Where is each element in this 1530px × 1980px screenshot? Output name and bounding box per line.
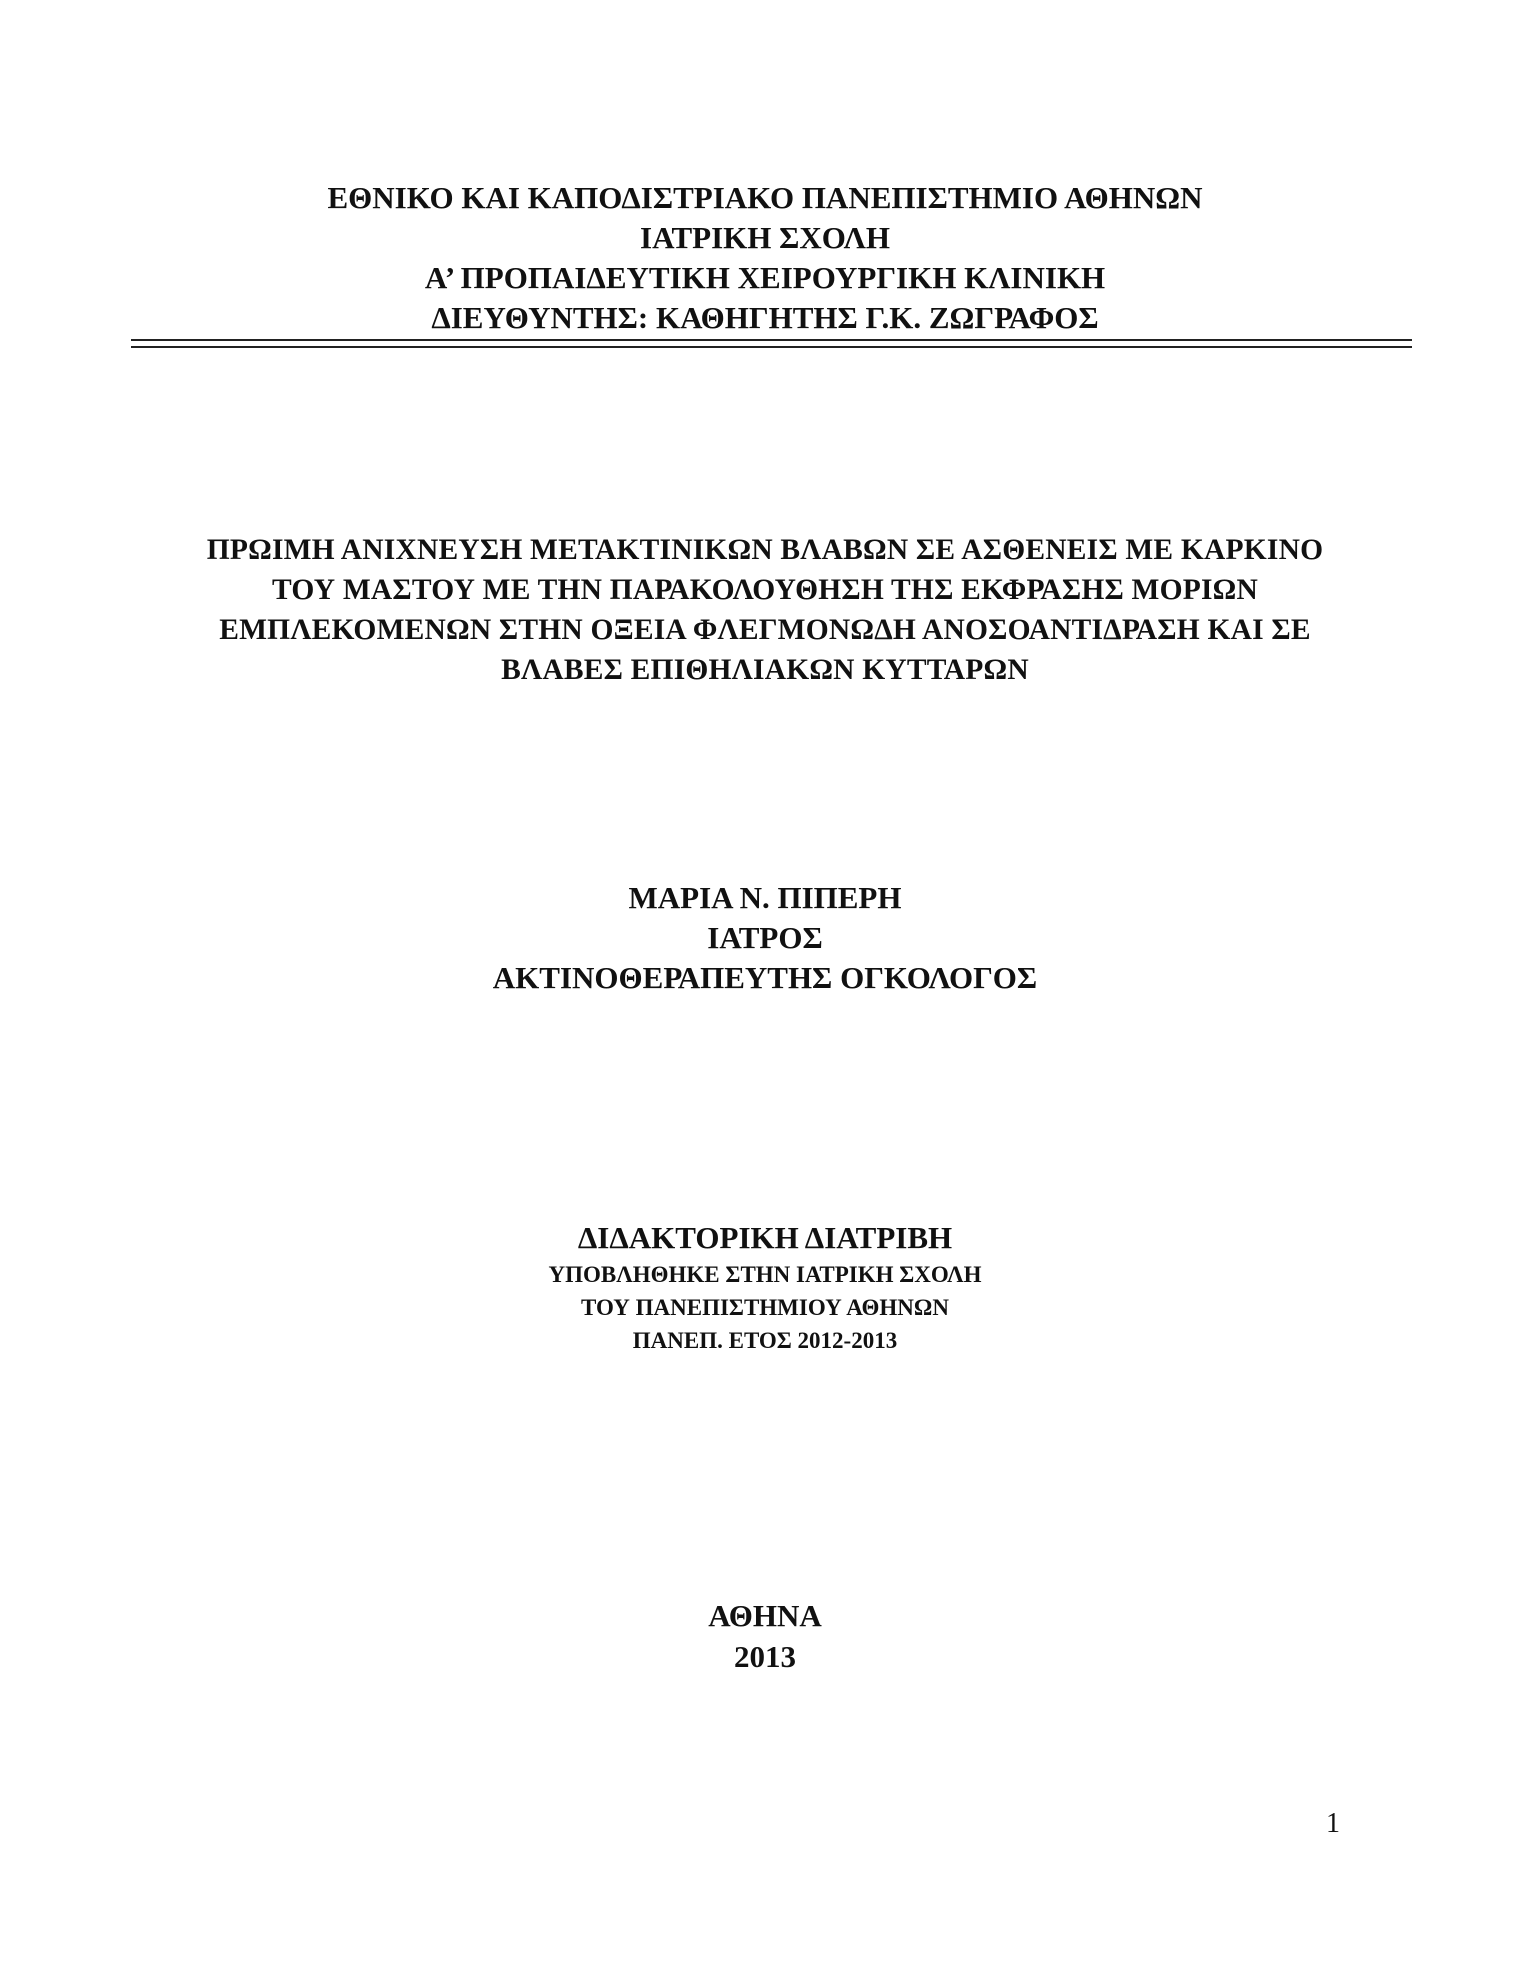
submission-line-2: ΤΟΥ ΠΑΝΕΠΙΣΤΗΜΙΟΥ ΑΘΗΝΩΝ: [581, 1295, 949, 1320]
submission-line-1: ΥΠΟΒΛΗΘΗΚΕ ΣΤΗΝ ΙΑΤΡΙΚΗ ΣΧΟΛΗ: [548, 1262, 982, 1287]
author-role: ΙΑΤΡΟΣ: [707, 920, 823, 955]
school-name: ΙΑΤΡΙΚΗ ΣΧΟΛΗ: [640, 220, 890, 255]
header-rule-top: [131, 339, 1412, 341]
university-name: ΕΘΝΙΚΟ ΚΑΙ ΚΑΠΟΔΙΣΤΡΙΑΚΟ ΠΑΝΕΠΙΣΤΗΜΙΟ ΑΘΗΝΩΝ: [327, 180, 1203, 215]
thesis-title: [0, 530, 1530, 690]
header-rule-bottom: [131, 346, 1412, 348]
page-number: 1: [1326, 1808, 1340, 1839]
year: 2013: [734, 1639, 796, 1674]
author-name: ΜΑΡΙΑ Ν. ΠΙΠΕΡΗ: [628, 880, 902, 915]
thesis-title-line: ΕΜΠΛΕΚΟΜΕΝΩΝ ΣΤΗΝ ΟΞΕΙΑ ΦΛΕΓΜΟΝΩΔΗ ΑΝΟΣΟΑΝΤΙΔΡΑΣΗ ΚΑΙ ΣΕ: [219, 614, 1311, 646]
clinic-name: Α’ ΠΡΟΠΑΙΔΕΥΤΙΚΗ ΧΕΙΡΟΥΡΓΙΚΗ ΚΛΙΝΙΚΗ: [424, 260, 1106, 295]
author-block: [0, 878, 1530, 998]
thesis-title-line: ΒΛΑΒΕΣ ΕΠΙΘΗΛΙΑΚΩΝ ΚΥΤΤΑΡΩΝ: [501, 654, 1029, 686]
institution-header: [0, 178, 1530, 338]
thesis-info: [0, 1218, 1530, 1357]
city: ΑΘΗΝΑ: [708, 1598, 822, 1633]
academic-year: ΠΑΝΕΠ. ΕΤΟΣ 2012-2013: [632, 1328, 898, 1353]
thesis-title-line: ΠΡΩΙΜΗ ΑΝΙΧΝΕΥΣΗ ΜΕΤΑΚΤΙΝΙΚΩΝ ΒΛΑΒΩΝ ΣΕ ΑΣΘΕΝΕΙΣ ΜΕ ΚΑΡΚΙΝΟ: [206, 534, 1324, 566]
thesis-title-line: ΤΟΥ ΜΑΣΤΟΥ ΜΕ ΤΗΝ ΠΑΡΑΚΟΛΟΥΘΗΣΗ ΤΗΣ ΕΚΦΡΑΣΗΣ ΜΟΡΙΩΝ: [272, 574, 1258, 606]
director-line: ΔΙΕΥΘΥΝΤΗΣ: ΚΑΘΗΓΗΤΗΣ Γ.Κ. ΖΩΓΡΑΦΟΣ: [431, 300, 1099, 335]
place-date-block: [0, 1595, 1530, 1677]
thesis-type: ΔΙΔΑΚΤΟΡΙΚΗ ΔΙΑΤΡΙΒΗ: [577, 1220, 953, 1255]
author-specialty: ΑΚΤΙΝΟΘΕΡΑΠΕΥΤΗΣ ΟΓΚΟΛΟΓΟΣ: [492, 960, 1038, 995]
